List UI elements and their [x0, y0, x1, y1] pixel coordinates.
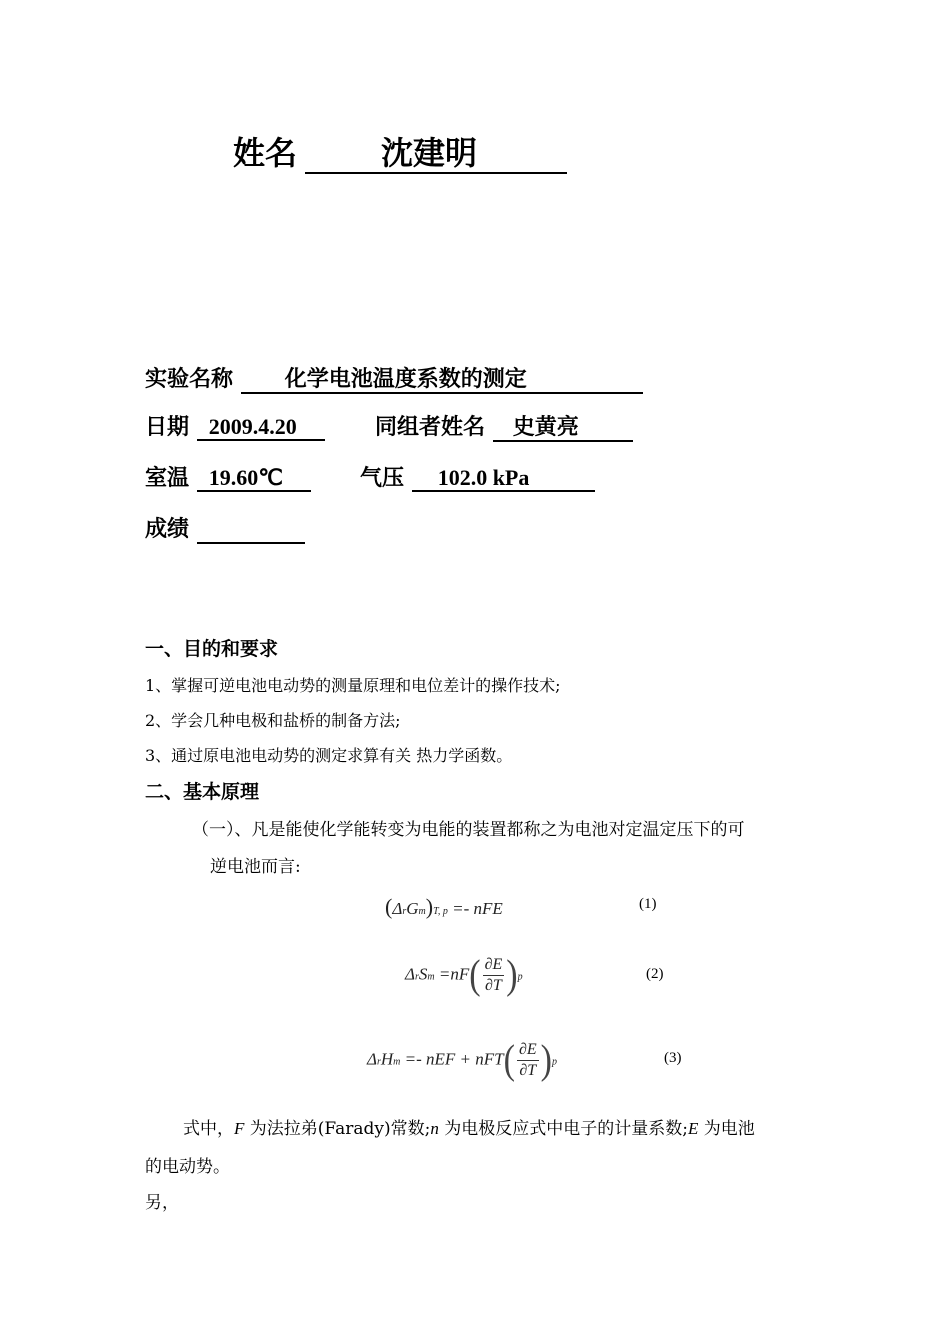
objective-item-1: 1、掌握可逆电池电动势的测量原理和电位差计的操作技术; [145, 676, 561, 695]
experiment-name-row [145, 362, 643, 394]
objective-item-2: 2、学会几种电极和盐桥的制备方法; [145, 711, 401, 730]
partner-row [375, 410, 633, 442]
note-symbol-f: F [234, 1119, 245, 1138]
student-name-line [233, 128, 567, 174]
section-principle-title: 二、基本原理 [145, 781, 260, 803]
partner-label: 同组者姓名 [375, 414, 486, 440]
room-temp-value: 19.60℃ [197, 465, 311, 492]
symbol-note-line3: 另， [145, 1193, 179, 1213]
principle-intro-line1: （一）、凡是能使化学能转变为电能的装置都称之为电池对定温定压下的可 [192, 820, 745, 840]
date-label: 日期 [145, 414, 190, 440]
note-battery: 为电池 [698, 1119, 755, 1139]
experiment-value: 化学电池温度系数的测定 [241, 367, 643, 394]
room-temp-label: 室温 [145, 465, 190, 491]
grade-value [197, 517, 305, 544]
experiment-label: 实验名称 [145, 366, 234, 392]
objective-item-3: 3、通过原电池电动势的测定求算有关 热力学函数。 [145, 746, 513, 765]
room-temp-row [145, 461, 311, 492]
equation-3: ΔrHm =- nEF + nFT( $\frac{\partial E}{\partial T}$ )p [367, 1037, 557, 1083]
equation-3-number: (3) [664, 1050, 682, 1066]
equation-2-number: (2) [646, 966, 664, 982]
pressure-row [360, 461, 595, 492]
equation-1: (ΔrGm)T, p =- nFE [385, 894, 503, 919]
section-objectives-title: 一、目的和要求 [145, 638, 279, 660]
note-faraday: 为法拉弟(Farady)常数; [244, 1119, 431, 1139]
note-symbol-n: n [430, 1119, 439, 1138]
grade-label: 成绩 [145, 516, 190, 542]
date-value: 2009.4.20 [197, 414, 325, 441]
grade-row [145, 512, 305, 544]
name-value: 沈建明 [305, 135, 567, 174]
principle-intro-line2: 逆电池而言: [210, 857, 301, 877]
partner-value: 史黄亮 [493, 415, 633, 442]
note-symbol-e: E [687, 1119, 699, 1138]
pressure-label: 气压 [360, 465, 405, 491]
symbol-note-line2: 的电动势。 [145, 1157, 230, 1177]
equation-1-number: (1) [639, 896, 657, 912]
pressure-value: 102.0 kPa [412, 465, 595, 492]
name-label: 姓名 [233, 134, 298, 172]
equation-2: ΔrSm =nF( $\frac{\partial E}{\partial T}$ )p [405, 952, 523, 998]
symbol-note-line1 [183, 1114, 755, 1139]
note-electron-count: 为电极反应式中电子的计量系数; [438, 1119, 688, 1139]
note-prefix: 式中， [183, 1119, 234, 1139]
date-row [145, 410, 325, 441]
